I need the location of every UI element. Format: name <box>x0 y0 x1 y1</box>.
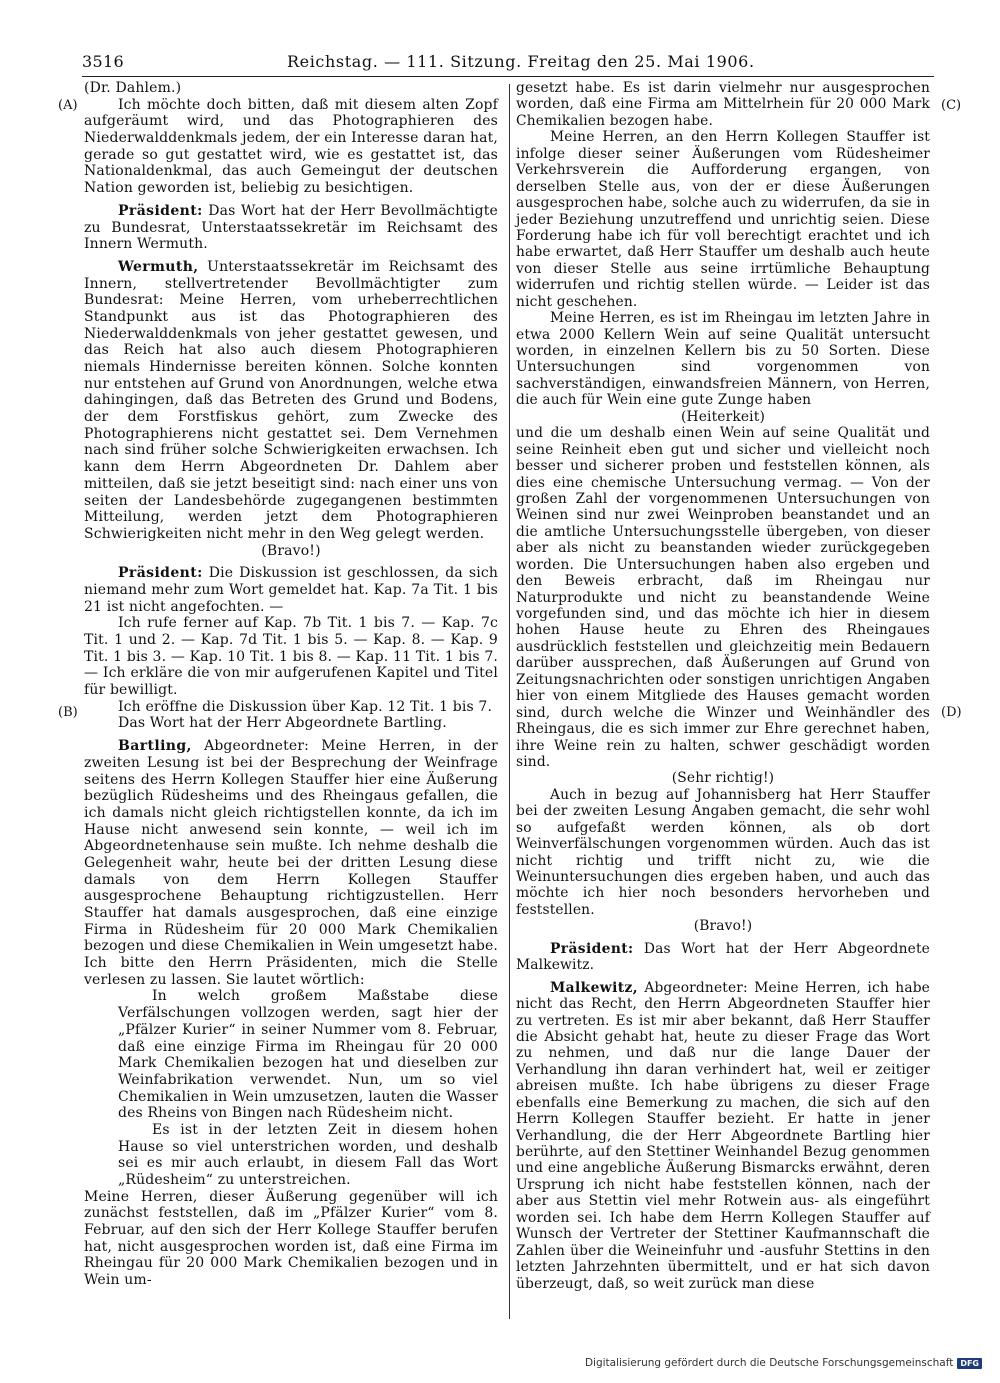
paragraph-text: (Bravo!) <box>693 918 753 935</box>
paragraph-text: Abgeordneter: Meine Herren, in der zweiten Lesung ist bei der Besprechung der Weinfrage seitens des Herrn Kollegen Stauffer hier eine Äußerung bezüglich Rüdesheims und des Rheingaus gefallen, die ich damals nicht gleich richtigstellen konnte, da ich im Hause nicht anwesend sein konnte, — weil ich im Abgeordnetenhause sein mußte. Ich nehme deshalb die Gelegenheit wahr, heute bei der dritten Lesung diese damals von dem Herrn Kollegen Stauffer ausgesprochene Behauptung richtigzustellen. Herr Stauffer hat damals ausgesprochen, daß eine einzige Firma in Rüdesheim für 20 000 Mark Chemikalien bezogen und diese Chemikalien in Wein umgesetzt habe. Ich bitte den Herrn Präsidenten, mich die Stelle verlesen zu lassen. Sie lautet wörtlich: <box>84 738 498 988</box>
right-column <box>516 80 930 1292</box>
paragraph <box>84 715 498 732</box>
footer-text: Digitalisierung gefördert durch die Deutsche Forschungsgemeinschaft <box>584 1357 954 1369</box>
speaker-name: Malkewitz, <box>550 979 638 996</box>
speaker-name: Präsident: <box>550 940 634 957</box>
paragraph <box>516 129 930 310</box>
paragraph-text: (Dr. Dahlem.) <box>84 80 182 96</box>
paragraph-text: Ich eröffne die Diskussion über Kap. 12 Tit. 1 bis 7. <box>118 698 493 715</box>
paragraph <box>84 988 498 1122</box>
paragraph <box>516 310 930 409</box>
paragraph <box>84 565 498 615</box>
paragraph <box>84 203 498 253</box>
margin-marker-a: (A) <box>58 98 78 113</box>
paragraph-text: (Bravo!) <box>261 542 321 559</box>
speaker-name: Wermuth, <box>118 258 199 275</box>
speaker-name: Präsident: <box>118 565 203 582</box>
paragraph-text: Meine Herren, es ist im Rheingau im letzten Jahre in etwa 2000 Kellern Wein auf seine Qualität untersucht worden, in einzelnen Kellern bis zu 50 Sorten. Diese Untersuchungen sind vorgenommen von sachverständigen, einwandsfreien Männern, von Herren, die auch für Wein eine gute Zunge haben <box>516 310 930 409</box>
paragraph-text: Es ist in der letzten Zeit in diesem hohen Hause so viel unterstrichen worden, und deshalb sei es mir auch erlaubt, in diesem Fall das Wort „Rüdesheim“ zu unterstreichen. <box>118 1121 498 1188</box>
running-title: Reichstag. — 111. Sitzung. Freitag den 25. Mai 1906. <box>287 52 755 71</box>
footer-credit <box>585 1357 982 1369</box>
paragraph-text: Unterstaatssekretär im Reichsamt des Innern, stellvertretender Bevollmächtigter zum Bundesrat: Meine Herren, vom urheberrechtlichen Standpunkt aus ist das Photographieren des Niederwalddenkmals von jeher gestattet gewesen, und das Reich hat also auch diesem Photographieren niemals Hindernisse bereiten können. Solche konnten nur entstehen auf Grund von Anordnungen, welche etwa dahingingen, daß das Betreten des Grund und Bodens, der dem Forstfiskus gehört, zum Zwecke des Photographierens nicht gestattet sei. Dem Vernehmen nach sind früher solche Schwierigkeiten erwachsen. Ich kann dem Herrn Abgeordneten Dr. Dahlem aber mitteilen, daß sie jetzt beseitigt sind: nach einer uns von seiten der Landesbehörde zugegangenen bestimmten Mitteilung, werden jetzt dem Photographieren Schwierigkeiten nicht mehr in den Weg gelegt werden. <box>84 258 498 542</box>
header-rule <box>82 76 934 77</box>
paragraph <box>516 425 930 770</box>
paragraph-text: und die um deshalb einen Wein auf seine Qualität und seine Reinheit eben gut und sicher und vielleicht noch besser und sicherer proben und feststellen können, als dies eine chemische Untersuchung vermag. — Von der großen Zahl der vorgenommenen Untersuchungen von Weinen sind nur zwei Weinproben beanstandet und an die amtliche Untersuchungsstelle übergeben, von dieser aber als nicht zu beanstanden wieder zurückgegeben worden. Die Untersuchungen haben also ergeben und den Beweis erbracht, daß im Rheingau nur Naturprodukte und nicht zu beanstandende Weine vorgefunden sind, und das möchte ich hier in diesem hohen Hause heute zu Ehren des Rheingaues ausdrücklich feststellen und gleichzeitig mein Bedauern darüber aussprechen, daß Äußerungen auf Grund von Zeitungsnachrichten oder sonstigen unrichtigen Angaben hier von einem Mitgliede des Hauses gemacht worden sind, durch welche die Winzer und Weinhändler des Rheingaus, die es sich immer zur Ehre gerechnet haben, ihre Weine rein zu halten, schwer geschädigt worden sind. <box>516 425 930 770</box>
paragraph <box>84 699 498 716</box>
paragraph <box>516 980 930 1292</box>
speaker-name: Präsident: <box>118 202 203 219</box>
paragraph-text: Abgeordneter: Meine Herren, ich habe nicht das Recht, den Herrn Abgeordneten Stauffer hier zu vertreten. Es ist mir aber bekannt, daß Herr Stauffer die Absicht gehabt hat, heute zu dieser Frage das Wort zu nehmen, und daß nur die lange Dauer der Verhandlung ihn daran verhindert hat, weil er zeitiger abreisen mußte. Ich habe übrigens zu dieser Frage ebenfalls eine Bemerkung zu machen, die sich auf den Herrn Kollegen Stauffer bezieht. Er hatte in jener Verhandlung, die der Herr Abgeordnete Bartling hier berührte, auf den Stettiner Weinhandel Bezug genommen und eine angebliche Äußerung Bismarcks erwähnt, deren Ursprung ich nicht habe feststellen können, nach der aber aus Stettin viel mehr Rotwein aus- als eingeführt worden sei. Ich habe dem Herrn Kollegen Stauffer auf Wunsch der Vertreter der Stettiner Kaufmannschaft die Zahlen über die Weineinfuhr und -ausfuhr Stettins in den letzten Jahrzehnten übermittelt, und er hat sich davon überzeugt, daß, so weit zurück man diese <box>516 979 930 1292</box>
paragraph <box>516 770 930 786</box>
paragraph-text: gesetzt habe. Es ist darin vielmehr nur ausgesprochen worden, daß eine Firma am Mittelrhein für 20 000 Mark Chemikalien bezogen habe. <box>516 80 930 129</box>
paragraph-text: Das Wort hat der Herr Abgeordnete Bartling. <box>118 715 447 732</box>
left-column <box>84 80 498 1289</box>
page-number: 3516 <box>82 52 124 71</box>
page-header <box>82 50 934 76</box>
paragraph-text: Die Diskussion ist geschlossen, da sich niemand mehr zum Wort gemeldet hat. Kap. 7a Tit. 1 bis 21 ist nicht angefochten. — <box>84 565 498 615</box>
paragraph-text: (Heiterkeit) <box>681 408 765 425</box>
paragraph-text: Das Wort hat der Herr Bevollmächtigte zu Bundesrat, Unterstaatssekretär im Reichsamt des Innern Wermuth. <box>84 202 498 253</box>
speaker-name: Bartling, <box>118 738 192 755</box>
paragraph-text: (Sehr richtig!) <box>671 770 775 787</box>
paragraph-text: Ich rufe ferner auf Kap. 7b Tit. 1 bis 7. — Kap. 7c Tit. 1 und 2. — Kap. 7d Tit. 1 bis 5. — Kap. 8. — Kap. 9 Tit. 1 bis 3. — Kap. 10 Tit. 1 bis 8. — Kap. 11 Tit. 1 bis 7. — Ich erkläre die von mir aufgerufenen Kapitel und Titel für bewilligt. <box>84 615 498 699</box>
paragraph <box>84 80 498 97</box>
paragraph-text: Ich möchte doch bitten, daß mit diesem alten Zopf aufgeräumt wird, und das Photographieren des Niederwalddenkmals jedem, der ein Interesse daran hat, gerade so gut gestattet wird, wie es gestattet ist, das Nationaldenkmal, das auch Gemeingut der deutschen Nation geworden ist, beliebig zu besichtigen. <box>84 96 498 197</box>
margin-marker-d: (D) <box>941 705 962 720</box>
paragraph <box>516 941 930 974</box>
paragraph-text: Das Wort hat der Herr Abgeordnete Malkewitz. <box>516 940 930 974</box>
paragraph-text: Meine Herren, an den Herrn Kollegen Stauffer ist infolge dieser seiner Äußerungen vom Rüdesheimer Verkehrsverein die Aufforderung ergangen, von derselben Stelle aus, von der er diese Äußerungen ausgesprochen habe, solche auch zu widerrufen, da sie in jeder Beziehung unzutreffend und unrichtig seien. Diese Forderung habe ich für voll berechtigt erachtet und ich habe erwartet, daß Herr Stauffer um deshalb auch heute von dieser Stelle aus seine irrtümliche Behauptung widerrufen und richtig stellen würde. — Leider ist das nicht geschehen. <box>516 129 930 310</box>
margin-marker-c: (C) <box>941 98 962 113</box>
paragraph <box>84 615 498 698</box>
paragraph <box>84 97 498 197</box>
paragraph <box>84 1189 498 1289</box>
dfg-logo: DFG <box>957 1358 982 1369</box>
margin-marker-b: (B) <box>58 705 78 720</box>
paragraph-text: Auch in bezug auf Johannisberg hat Herr Stauffer bei der zweiten Lesung Angaben gemacht, die sehr wohl so aufgefaßt werden können, als ob dort Weinverfälschungen vorgenommen würden. Auch das ist nicht richtig und trifft nicht zu, wie die Weinuntersuchungen dies ergeben haben, und auch das möchte ich hier noch besonders hervorheben und feststellen. <box>516 786 930 918</box>
paragraph <box>516 409 930 425</box>
paragraph <box>84 1122 498 1189</box>
paragraph <box>516 787 930 919</box>
column-divider <box>509 84 510 1319</box>
paragraph <box>84 259 498 543</box>
paragraph-text: In welch großem Maßstabe diese Verfälschungen vollzogen werden, sagt hier der „Pfälzer Kurier“ in seiner Nummer vom 8. Februar, daß eine einzige Firma im Rheingau für 20 000 Mark Chemikalien bezogen hat und dieselben zur Weinfabrikation verwendet. Nun, um so viel Chemikalien in Wein umzusetzen, lauten die Wasser des Rheins von Bingen nach Rüdesheim nicht. <box>118 988 498 1122</box>
paragraph <box>84 738 498 988</box>
paragraph <box>516 80 930 129</box>
paragraph-text: Meine Herren, dieser Äußerung gegenüber will ich zunächst feststellen, daß im „Pfälzer Kurier“ vom 8. Februar, auf den sich der Herr Kollege Stauffer berufen hat, nicht ausgesprochen worden ist, daß eine Firma im Rheingau für 20 000 Mark Chemikalien bezogen und in Wein um- <box>84 1188 498 1289</box>
paragraph <box>516 918 930 934</box>
paragraph <box>84 543 498 560</box>
